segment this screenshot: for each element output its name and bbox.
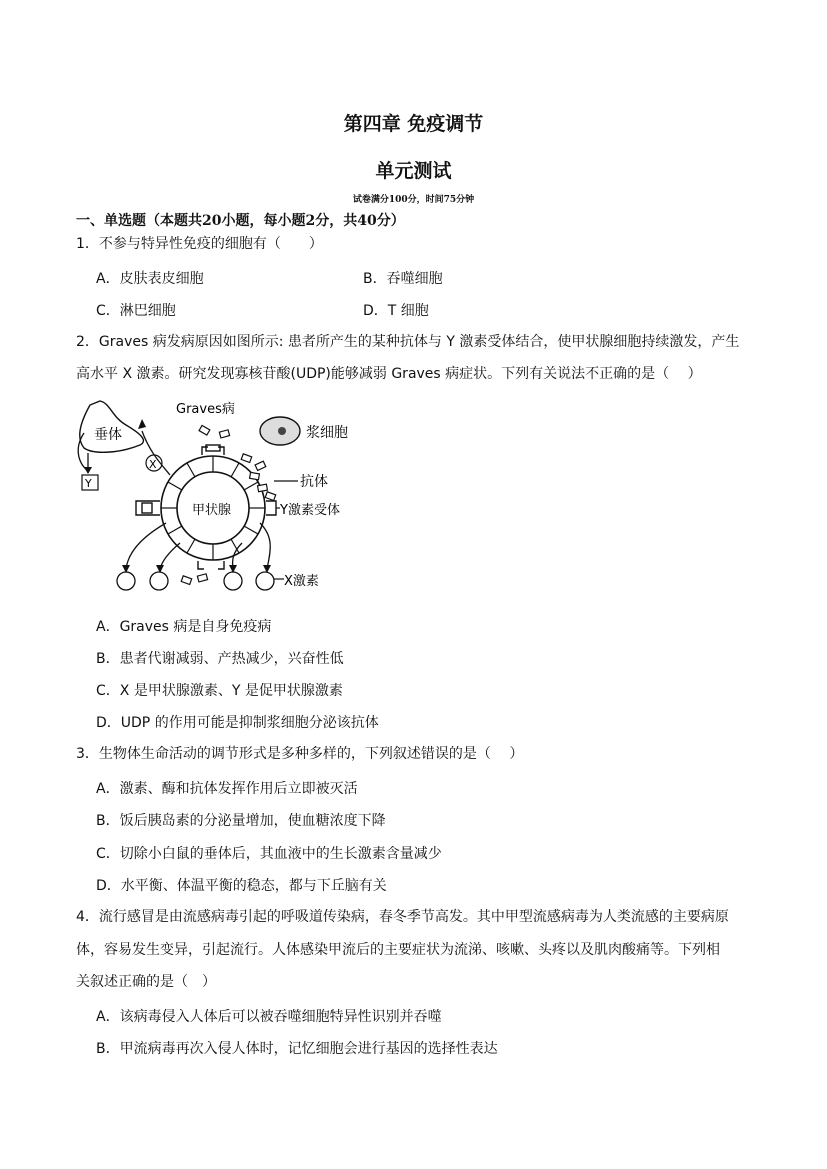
q2-option-d[interactable]: D．UDP 的作用可能是抑制浆细胞分泌该抗体	[96, 715, 379, 731]
thyroid-label: 甲状腺	[192, 503, 232, 518]
q3-option-b[interactable]: B．饭后胰岛素的分泌量增加，使血糖浓度下降	[96, 813, 386, 829]
section-heading: 一、单选题（本题共20小题，每小题2分，共40分）	[76, 213, 405, 229]
q3-option-a[interactable]: A．激素、酶和抗体发挥作用后立即被灭活	[96, 781, 358, 797]
question-4-stem-line2: 体，容易发生变异，引起流行。人体感染甲流后的主要症状为流涕、咳嗽、头疼以及肌肉酸痛等。下列相	[76, 942, 720, 958]
page-subtitle: 单元测试	[375, 160, 452, 182]
q2-option-a[interactable]: A．Graves 病是自身免疫病	[96, 619, 272, 635]
q1-option-c[interactable]: C．淋巴细胞	[96, 303, 176, 319]
q4-option-b[interactable]: B．甲流病毒再次入侵人体时，记忆细胞会进行基因的选择性表达	[96, 1041, 498, 1057]
y-box-label: Y	[85, 477, 92, 490]
question-3-stem: 3．生物体生命活动的调节形式是多种多样的，下列叙述错误的是（ ）	[76, 746, 524, 762]
q4-option-a[interactable]: A．该病毒侵入人体后可以被吞噬细胞特异性识别并吞噬	[96, 1009, 442, 1025]
question-2-stem-line2: 高水平 X 激素。研究发现寡核苷酸(UDP)能够减弱 Graves 病症状。下列有关说法不正确的是（ ）	[76, 366, 702, 382]
q1-option-d[interactable]: D．T 细胞	[363, 303, 429, 319]
exam-meta: 试卷满分100分，时间75分钟	[352, 195, 475, 205]
question-4-stem-line3: 关叙述正确的是（ ）	[76, 974, 216, 990]
chapter-title: 第四章 免疫调节	[343, 113, 484, 135]
question-1-stem: 1．不参与特异性免疫的细胞有（ ）	[76, 236, 323, 252]
q3-option-d[interactable]: D．水平衡、体温平衡的稳态，都与下丘脑有关	[96, 878, 387, 894]
x-hormone-label: X激素	[284, 574, 319, 589]
antibody-label: 抗体	[300, 474, 328, 490]
q2-option-b[interactable]: B．患者代谢减弱、产热减少，兴奋性低	[96, 651, 344, 667]
plasma-cell-label: 浆细胞	[306, 425, 348, 441]
y-receptor-label: Y激素受体	[280, 503, 340, 518]
q2-option-c[interactable]: C．X 是甲状腺激素、Y 是促甲状腺激素	[96, 683, 343, 699]
question-2-stem-line1: 2．Graves 病发病原因如图所示: 患者所产生的某种抗体与 Y 激素受体结合，使甲状腺细胞持续激发，产生	[76, 334, 740, 350]
x-circle-label: X	[149, 458, 157, 471]
graves-label: Graves病	[176, 402, 235, 417]
question-4-stem-line1: 4．流行感冒是由流感病毒引起的呼吸道传染病，春冬季节高发。其中甲型流感病毒为人类流感的主要病原	[76, 909, 729, 925]
pituitary-label: 垂体	[94, 427, 122, 443]
q1-option-a[interactable]: A．皮肤表皮细胞	[96, 271, 204, 287]
q3-option-c[interactable]: C．切除小白鼠的垂体后，其血液中的生长激素含量减少	[96, 846, 442, 862]
q1-option-b[interactable]: B．吞噬细胞	[363, 271, 443, 287]
graves-diagram	[70, 393, 370, 603]
x-hormone-circles	[117, 572, 274, 590]
